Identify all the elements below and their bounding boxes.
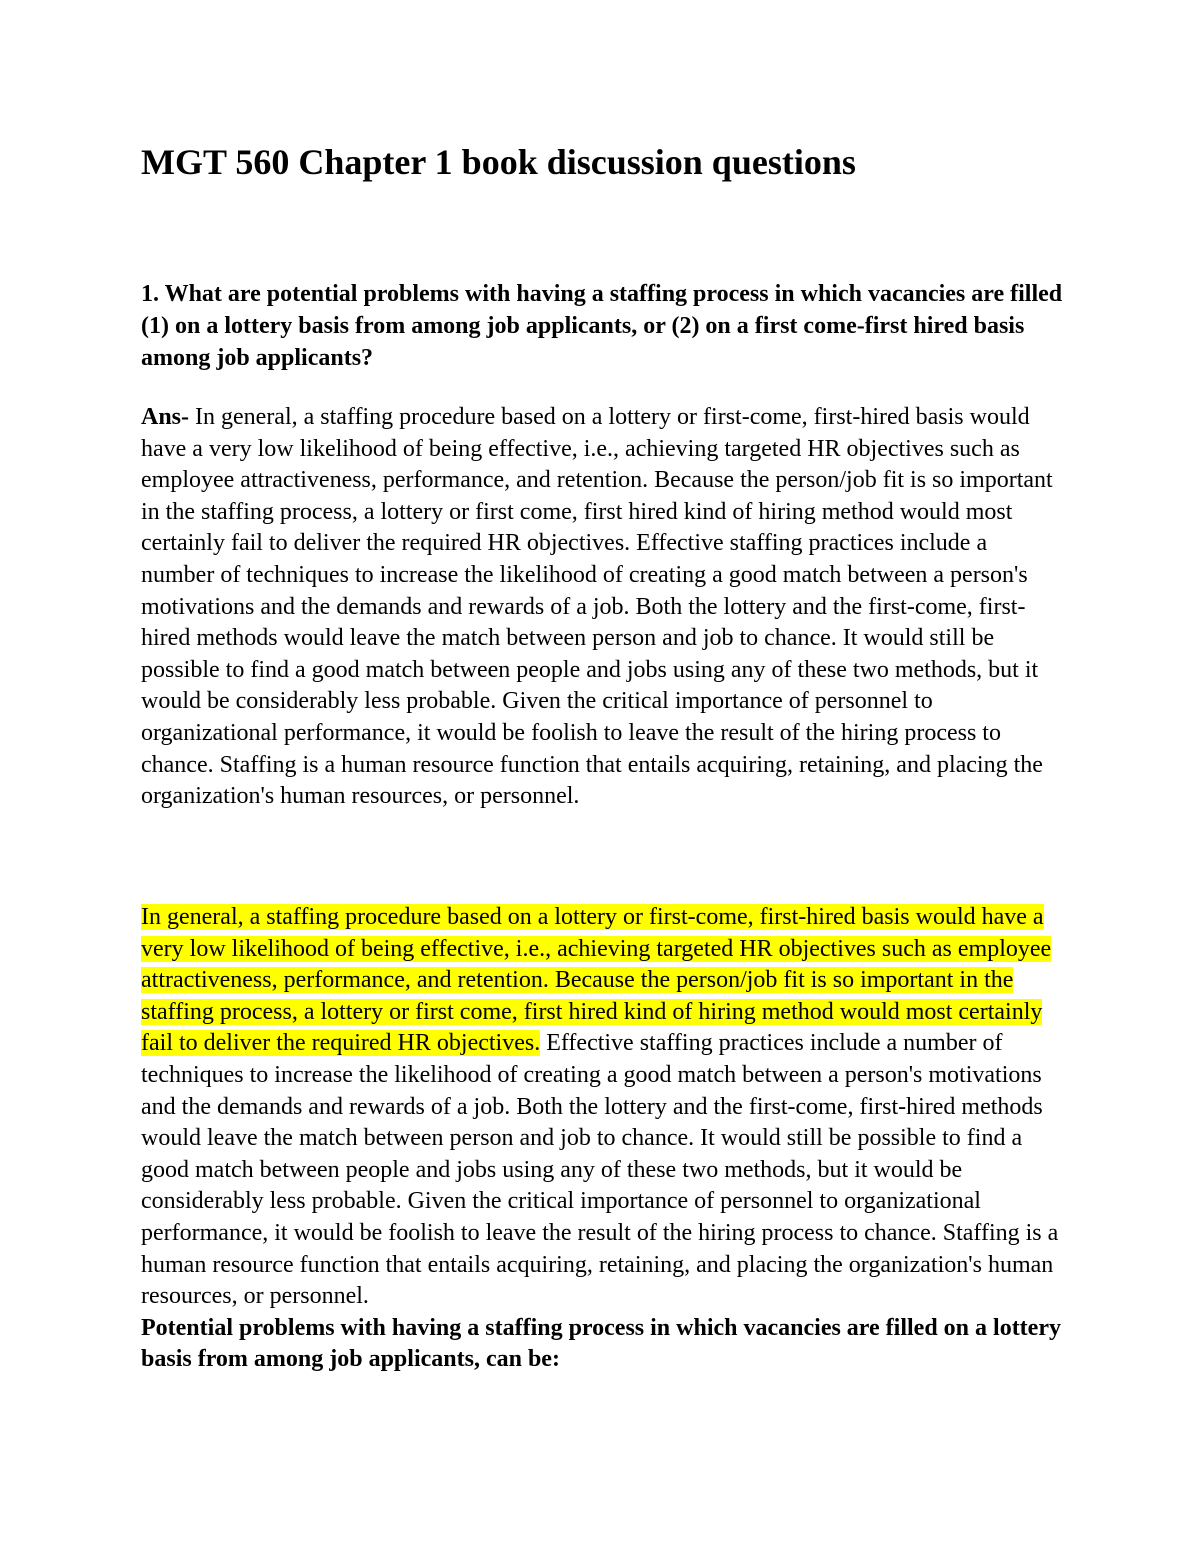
highlighted-text: In general, a staffing procedure based on a lottery or first-come, first-hired basis would have a very low likelihood of being effective, i.e., achieving targeted HR objectives such as employee attractiveness, performance, and retention. Because the person/job fit is so important in the staffing process, a lottery or first come, first hired kind of hiring method would most certainly fail to deliver the required HR objectives. (141, 904, 1052, 1057)
question-1: 1. What are potential problems with having a staffing process in which vacancies are filled (1) on a lottery basis from among job applicants, or (2) on a first come-first hired basis among job applicants? (141, 281, 1063, 371)
closing-statement: Potential problems with having a staffing process in which vacancies are filled on a lottery basis from among job applicants, can be: (141, 1314, 1061, 1373)
highlighted-answer-paragraph (141, 902, 1066, 1376)
document-title: MGT 560 Chapter 1 book discussion questions (141, 142, 856, 182)
answer-paragraph (141, 402, 1061, 813)
answer-text: In general, a staffing procedure based on a lottery or first-come, first-hired basis would have a very low likelihood of being effective, i.e., achieving targeted HR objectives such as employee attractiveness, performance, and retention. Because the person/job fit is so important in the staffing process, a lottery or first come, first hired kind of hiring method would most certainly fail to deliver the required HR objectives. Effective staffing practices include a number of techniques to increase the likelihood of creating a good match between a person's motivations and the demands and rewards of a job. Both the lottery and the first-come, first-hired methods would leave the match between person and job to chance. It would still be possible to find a good match between people and jobs using any of these two methods, but it would be considerably less probable. Given the critical importance of personnel to organizational performance, it would be foolish to leave the result of the hiring process to chance. Staffing is a human resource function that entails acquiring, retaining, and placing the organization's human resources, or personnel. (141, 404, 1053, 810)
answer-label: Ans- (141, 404, 190, 430)
continued-text: Effective staffing practices include a number of techniques to increase the likelihood of creating a good match between a person's motivations and the demands and rewards of a job. Both the lottery and the first-come, first-hired methods would leave the match between person and job to chance. It would still be possible to find a good match between people and jobs using any of these two methods, but it would be considerably less probable. Given the critical importance of personnel to organizational performance, it would be foolish to leave the result of the hiring process to chance. Staffing is a human resource function that entails acquiring, retaining, and placing the organization's human resources, or personnel. (141, 1030, 1059, 1310)
